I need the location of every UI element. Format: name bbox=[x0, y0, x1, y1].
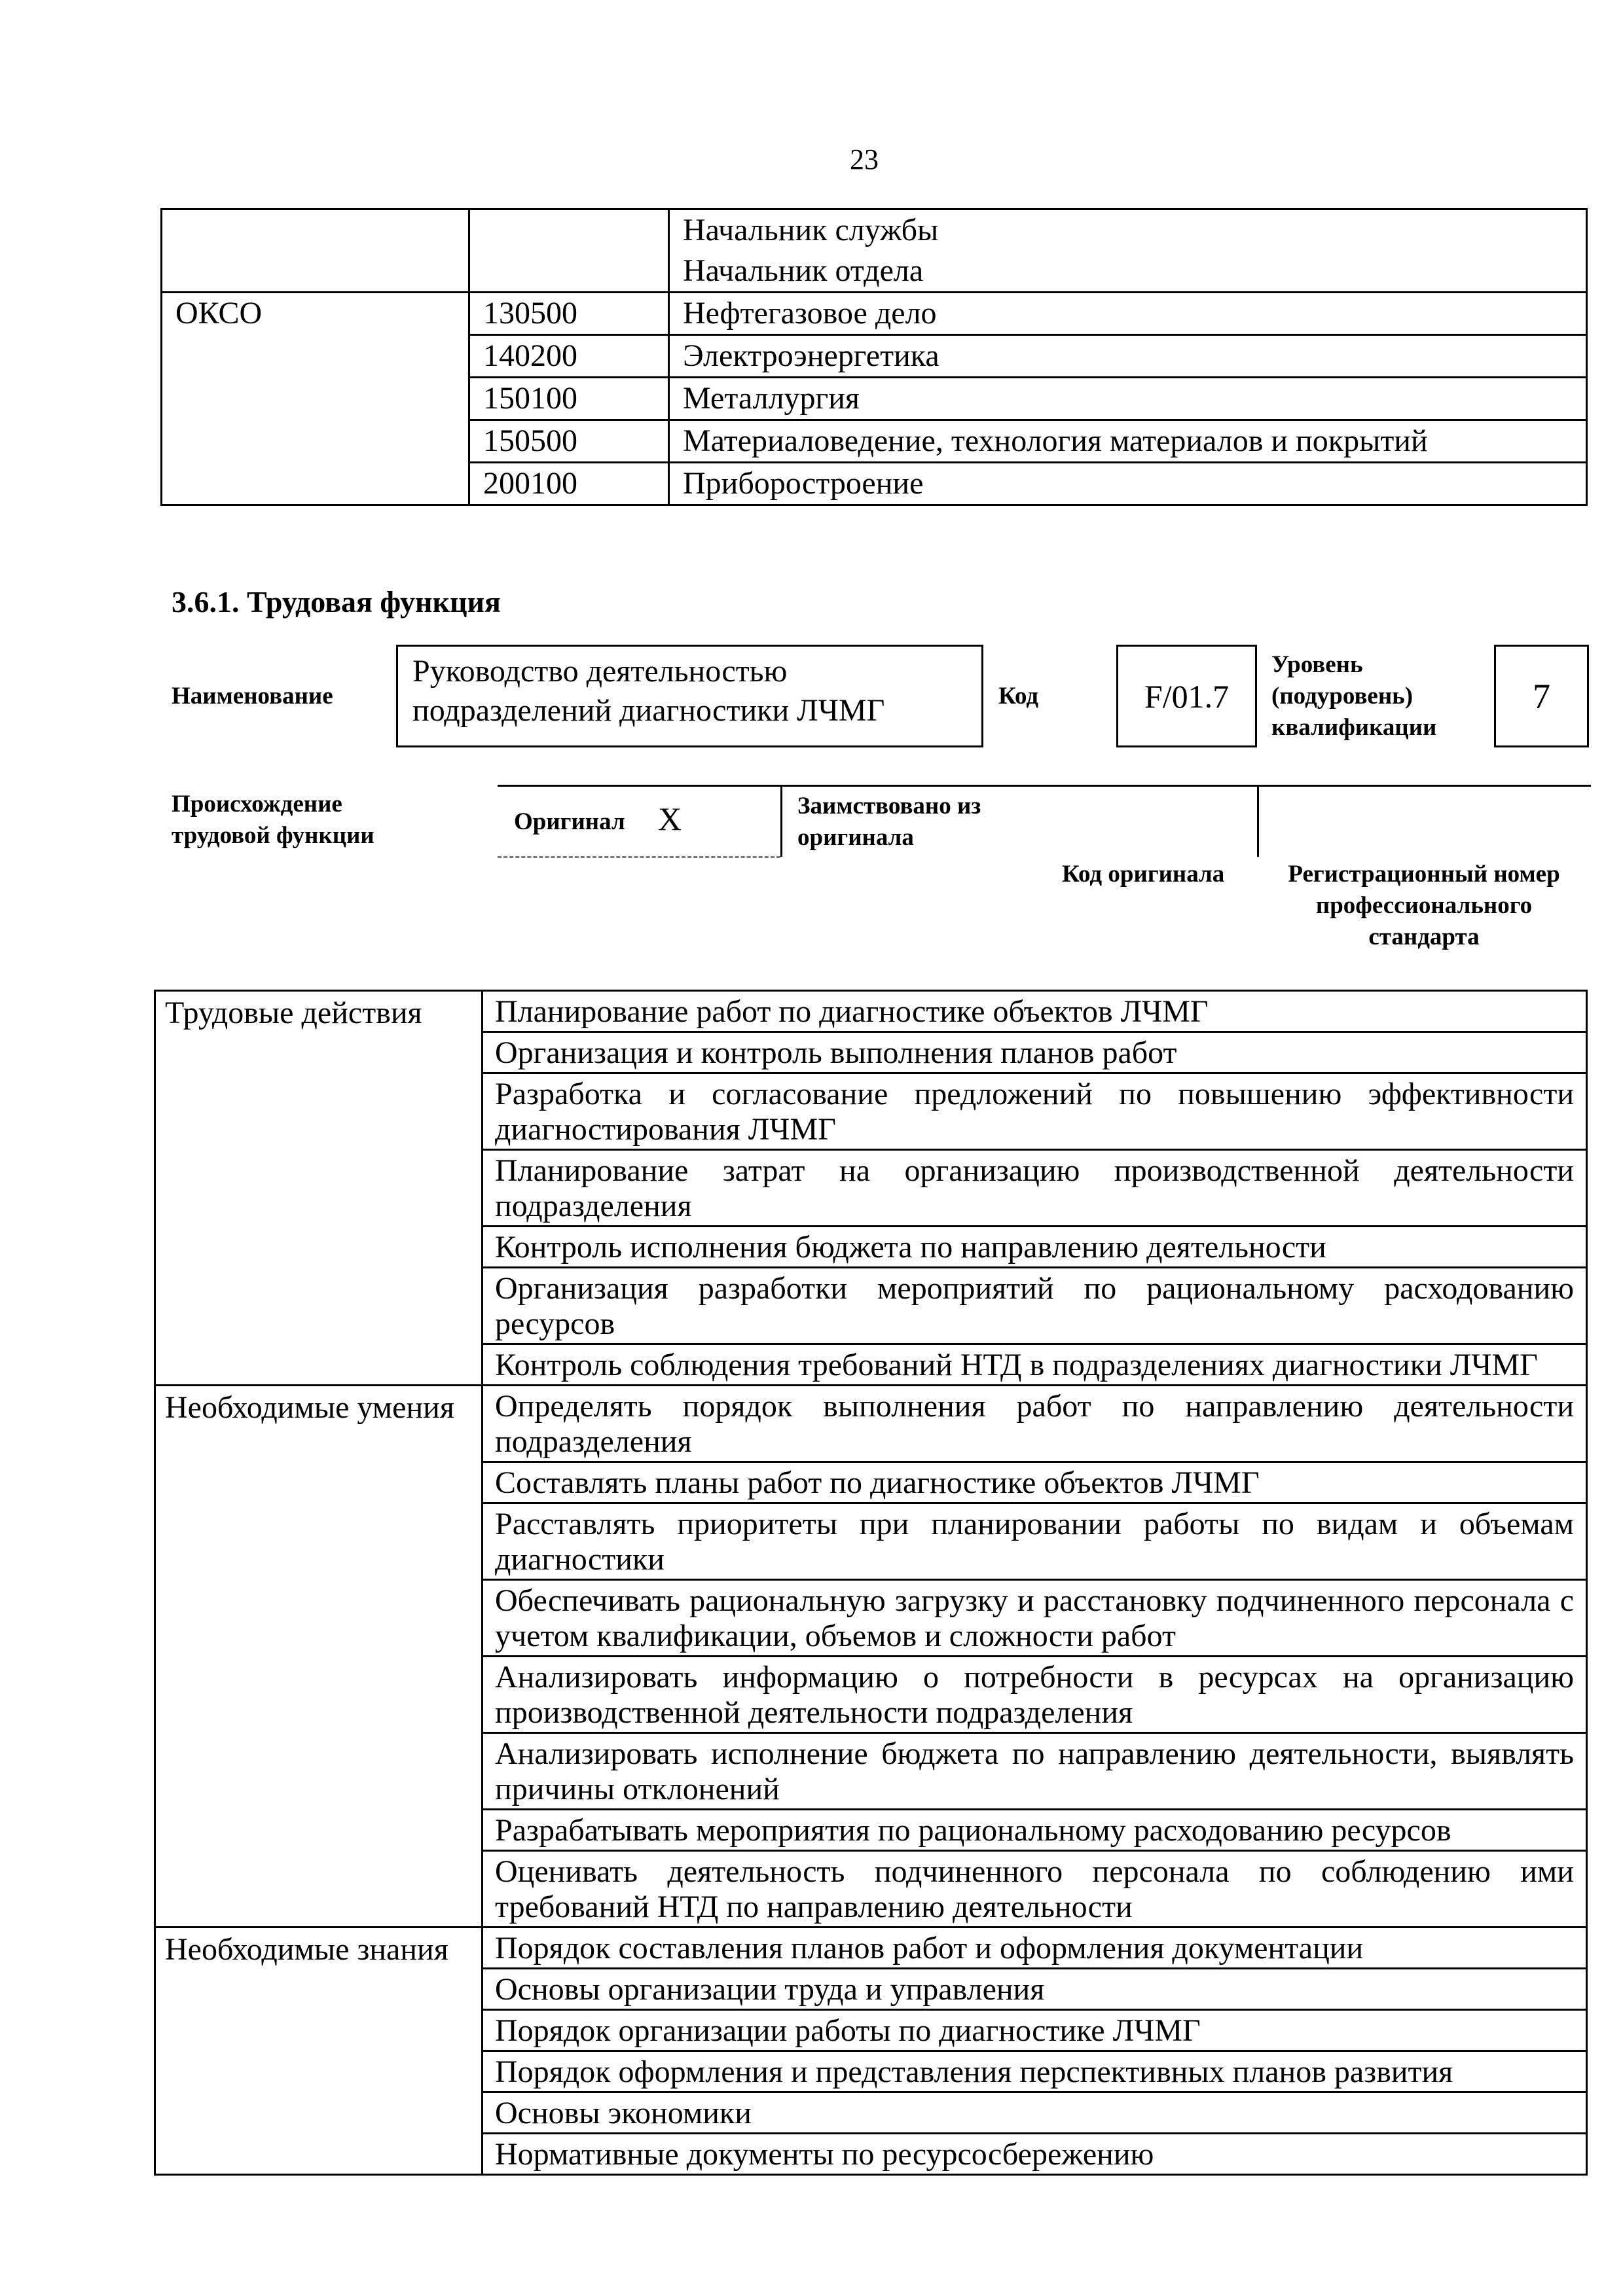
list-item: Составлять планы работ по диагностике объектов ЛЧМГ bbox=[483, 1462, 1587, 1503]
okso-name: Металлургия bbox=[669, 378, 1587, 420]
list-item: Планирование затрат на организацию производственной деятельности подразделения bbox=[483, 1150, 1587, 1227]
okso-job-titles bbox=[669, 209, 1587, 293]
table-row bbox=[155, 1386, 1587, 1462]
list-item: Определять порядок выполнения работ по направлению деятельности подразделения bbox=[483, 1386, 1587, 1462]
okso-name: Электроэнергетика bbox=[669, 335, 1587, 378]
category-labor-actions: Трудовые действия bbox=[155, 991, 483, 1386]
list-item: Порядок составления планов работ и оформления документации bbox=[483, 1928, 1587, 1969]
list-item: Разрабатывать мероприятия по рациональному расходованию ресурсов bbox=[483, 1810, 1587, 1851]
reg-number-label: Регистрационный номер профессионального стандарта bbox=[1288, 861, 1560, 950]
list-item: Планирование работ по диагностике объектов ЛЧМГ bbox=[483, 991, 1587, 1032]
okso-label: ОКСО bbox=[162, 293, 469, 505]
original-mark: X bbox=[658, 800, 682, 837]
okso-name: Материаловедение, технология материалов и покрытий bbox=[669, 420, 1587, 463]
list-item: Анализировать информацию о потребности в ресурсах на организацию производственной деятельности подразделения bbox=[483, 1657, 1587, 1733]
labor-function-table bbox=[154, 990, 1588, 2176]
table-row bbox=[155, 1928, 1587, 1969]
function-code-value: F/01.7 bbox=[1144, 677, 1230, 715]
borrowed-label: Заимствовано из оригинала bbox=[797, 793, 981, 851]
origin-column-divider bbox=[780, 785, 782, 857]
list-item: Обеспечивать рациональную загрузку и расстановку подчиненного персонала с учетом квалификации, объемов и сложности работ bbox=[483, 1580, 1587, 1657]
list-item: Порядок оформления и представления перспективных планов развития bbox=[483, 2051, 1587, 2092]
list-item: Контроль соблюдения требований НТД в подразделениях диагностики ЛЧМГ bbox=[483, 1344, 1587, 1386]
job-title: Начальник службы bbox=[683, 213, 939, 247]
origin-column-divider bbox=[1257, 785, 1259, 857]
origin-dotted-line bbox=[498, 856, 780, 858]
name-label: Наименование bbox=[172, 683, 333, 709]
okso-code: 150100 bbox=[469, 378, 669, 420]
code-original-label: Код оригинала bbox=[1062, 861, 1225, 888]
level-label: Уровень (подуровень) квалификации bbox=[1271, 651, 1437, 741]
origin-label: Происхождение трудовой функции bbox=[172, 791, 374, 849]
okso-empty-cell bbox=[162, 209, 469, 293]
qualification-level-value: 7 bbox=[1533, 676, 1550, 716]
list-item: Контроль исполнения бюджета по направлению деятельности bbox=[483, 1227, 1587, 1268]
function-code-box bbox=[1116, 645, 1257, 747]
list-item: Нормативные документы по ресурсосбережению bbox=[483, 2134, 1587, 2175]
okso-name: Приборостроение bbox=[669, 463, 1587, 505]
okso-code: 130500 bbox=[469, 293, 669, 335]
category-required-knowledge: Необходимые знания bbox=[155, 1928, 483, 2175]
okso-table bbox=[160, 208, 1588, 506]
original-label: Оригинал bbox=[514, 808, 625, 835]
list-item: Разработка и согласование предложений по повышению эффективности диагностирования ЛЧМГ bbox=[483, 1073, 1587, 1150]
list-item: Основы экономики bbox=[483, 2092, 1587, 2134]
code-label: Код bbox=[998, 683, 1039, 709]
qualification-level-box bbox=[1494, 645, 1589, 747]
list-item: Организация и контроль выполнения планов работ bbox=[483, 1032, 1587, 1073]
function-name-box: Руководство деятельностью подразделений диагностики ЛЧМГ bbox=[396, 645, 983, 747]
list-item: Оценивать деятельность подчиненного персонала по соблюдению ими требований НТД по направлению деятельности bbox=[483, 1851, 1587, 1928]
list-item: Порядок организации работы по диагностике ЛЧМГ bbox=[483, 2010, 1587, 2051]
list-item: Расставлять приоритеты при планировании работы по видам и объемам диагностики bbox=[483, 1503, 1587, 1580]
section-heading: 3.6.1. Трудовая функция bbox=[172, 585, 501, 619]
page-number: 23 bbox=[850, 143, 879, 175]
list-item: Анализировать исполнение бюджета по направлению деятельности, выявлять причины отклонений bbox=[483, 1733, 1587, 1810]
job-title: Начальник отдела bbox=[683, 253, 924, 288]
category-required-skills: Необходимые умения bbox=[155, 1386, 483, 1928]
table-row bbox=[162, 293, 1587, 335]
list-item: Основы организации труда и управления bbox=[483, 1969, 1587, 2010]
okso-name: Нефтегазовое дело bbox=[669, 293, 1587, 335]
okso-code: 140200 bbox=[469, 335, 669, 378]
table-row bbox=[155, 991, 1587, 1032]
okso-code: 150500 bbox=[469, 420, 669, 463]
list-item: Организация разработки мероприятий по рациональному расходованию ресурсов bbox=[483, 1268, 1587, 1344]
okso-code: 200100 bbox=[469, 463, 669, 505]
origin-row-divider bbox=[498, 785, 1591, 787]
okso-empty-cell bbox=[469, 209, 669, 293]
table-row bbox=[162, 209, 1587, 293]
